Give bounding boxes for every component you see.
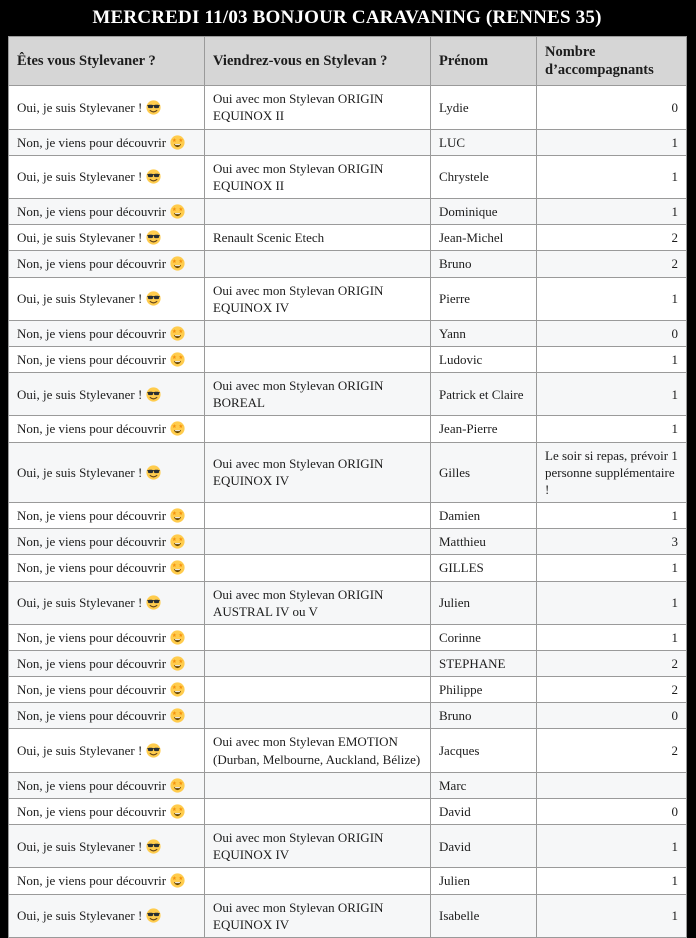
stylevan-cell: Oui avec mon Stylevan ORIGIN AUSTRAL IV ou V <box>205 581 431 624</box>
stylevaner-answer: Non, je viens pour découvrir <box>17 204 167 220</box>
table-row <box>9 772 687 798</box>
svg-text:★: ★ <box>178 563 184 570</box>
sunglasses-face-icon <box>146 465 161 480</box>
stylevaner-answer: Oui, je suis Stylevaner ! <box>17 908 143 924</box>
stylevaner-cell <box>9 320 205 346</box>
stylevaner-cell <box>9 416 205 442</box>
stylevaner-answer: Non, je viens pour découvrir <box>17 629 167 645</box>
accompagnants-cell: 1 <box>537 503 687 529</box>
star-struck-face-icon <box>170 256 185 271</box>
svg-text:★: ★ <box>178 354 184 361</box>
svg-text:★: ★ <box>171 328 177 335</box>
prenom-cell: Pierre <box>431 277 537 320</box>
accompagnants-cell: 0 <box>537 798 687 824</box>
stylevaner-answer: Non, je viens pour découvrir <box>17 777 167 793</box>
stylevaner-answer: Non, je viens pour découvrir <box>17 803 167 819</box>
prenom-cell: Isabelle <box>431 894 537 937</box>
accompagnants-cell: 1 <box>537 868 687 894</box>
prenom-cell: LUC <box>431 129 537 155</box>
accompagnants-cell: 1 <box>537 416 687 442</box>
table-body <box>9 86 687 938</box>
stylevaner-answer: Non, je viens pour découvrir <box>17 873 167 889</box>
stylevan-cell <box>205 251 431 277</box>
accompagnants-cell: 0 <box>537 86 687 129</box>
svg-text:★: ★ <box>178 711 184 718</box>
accompagnants-cell: 1 <box>537 624 687 650</box>
col-header-stylevaner: Êtes vous Stylevaner ? <box>9 37 205 86</box>
stylevaner-cell <box>9 346 205 372</box>
accompagnants-cell: 0 <box>537 320 687 346</box>
stylevan-cell <box>205 199 431 225</box>
stylevaner-answer: Non, je viens pour découvrir <box>17 325 167 341</box>
table-row <box>9 199 687 225</box>
prenom-cell: Yann <box>431 320 537 346</box>
stylevaner-cell <box>9 251 205 277</box>
accompagnants-cell: 0 <box>537 703 687 729</box>
svg-text:★: ★ <box>171 806 177 813</box>
prenom-cell: Jacques <box>431 729 537 772</box>
star-struck-face-icon <box>170 421 185 436</box>
svg-text:★: ★ <box>171 137 177 144</box>
svg-text:★: ★ <box>171 259 177 266</box>
stylevaner-cell <box>9 225 205 251</box>
svg-text:★: ★ <box>178 206 184 213</box>
stylevaner-cell <box>9 529 205 555</box>
table-row <box>9 373 687 416</box>
star-struck-face-icon <box>170 560 185 575</box>
star-struck-face-icon <box>170 682 185 697</box>
stylevaner-answer: Non, je viens pour découvrir <box>17 682 167 698</box>
table-row <box>9 894 687 937</box>
sunglasses-face-icon <box>146 908 161 923</box>
svg-text:★: ★ <box>171 563 177 570</box>
stylevaner-cell <box>9 894 205 937</box>
table-row <box>9 129 687 155</box>
table-row <box>9 729 687 772</box>
stylevan-cell <box>205 703 431 729</box>
star-struck-face-icon <box>170 778 185 793</box>
stylevaner-cell <box>9 155 205 198</box>
stylevan-cell <box>205 798 431 824</box>
svg-text:★: ★ <box>178 632 184 639</box>
prenom-cell: Ludovic <box>431 346 537 372</box>
stylevaner-cell <box>9 624 205 650</box>
stylevaner-answer: Non, je viens pour découvrir <box>17 134 167 150</box>
stylevaner-answer: Oui, je suis Stylevaner ! <box>17 464 143 480</box>
table-row <box>9 155 687 198</box>
prenom-cell: David <box>431 825 537 868</box>
accompagnants-cell: 1 <box>537 373 687 416</box>
svg-text:★: ★ <box>178 876 184 883</box>
attendance-table <box>8 36 687 938</box>
stylevaner-answer: Non, je viens pour découvrir <box>17 256 167 272</box>
svg-text:★: ★ <box>171 354 177 361</box>
table-row <box>9 251 687 277</box>
prenom-cell: Bruno <box>431 251 537 277</box>
stylevaner-answer: Non, je viens pour découvrir <box>17 351 167 367</box>
svg-text:★: ★ <box>178 537 184 544</box>
prenom-cell: Marc <box>431 772 537 798</box>
stylevaner-answer: Non, je viens pour découvrir <box>17 656 167 671</box>
star-struck-face-icon <box>170 708 185 723</box>
stylevaner-answer: Non, je viens pour découvrir <box>17 421 167 437</box>
stylevaner-cell <box>9 772 205 798</box>
prenom-cell: Patrick et Claire <box>431 373 537 416</box>
svg-text:★: ★ <box>178 259 184 266</box>
stylevaner-cell <box>9 825 205 868</box>
table-row <box>9 346 687 372</box>
stylevan-cell <box>205 529 431 555</box>
header-row <box>9 37 687 86</box>
prenom-cell: GILLES <box>431 555 537 581</box>
stylevan-cell <box>205 624 431 650</box>
star-struck-face-icon <box>170 204 185 219</box>
stylevan-cell <box>205 772 431 798</box>
stylevaner-cell <box>9 703 205 729</box>
sunglasses-face-icon <box>146 595 161 610</box>
accompagnants-cell: 1 <box>537 581 687 624</box>
stylevan-cell: Oui avec mon Stylevan ORIGIN EQUINOX II <box>205 155 431 198</box>
stylevaner-cell <box>9 677 205 703</box>
prenom-cell: Damien <box>431 503 537 529</box>
svg-text:★: ★ <box>171 510 177 517</box>
page-title: MERCREDI 11/03 BONJOUR CARAVANING (RENNES 35) <box>8 2 686 36</box>
accompagnants-cell: 1 <box>537 555 687 581</box>
sunglasses-face-icon <box>146 387 161 402</box>
accompagnants-cell: 1 <box>537 825 687 868</box>
table-row <box>9 555 687 581</box>
stylevaner-answer: Oui, je suis Stylevaner ! <box>17 291 143 307</box>
stylevan-cell <box>205 129 431 155</box>
stylevan-cell <box>205 677 431 703</box>
accompagnants-cell: 3 <box>537 529 687 555</box>
table-sheet <box>8 36 686 938</box>
table-row <box>9 703 687 729</box>
col-header-stylevan: Viendrez-vous en Stylevan ? <box>205 37 431 86</box>
accompagnants-cell: 2 <box>537 677 687 703</box>
prenom-cell: Chrystele <box>431 155 537 198</box>
accompagnants-cell: 1 <box>537 199 687 225</box>
svg-text:★: ★ <box>171 537 177 544</box>
sunglasses-face-icon <box>146 230 161 245</box>
stylevan-cell: Oui avec mon Stylevan ORIGIN EQUINOX II <box>205 86 431 129</box>
accompagnants-cell: 2 <box>537 651 687 677</box>
stylevaner-answer: Oui, je suis Stylevaner ! <box>17 595 143 611</box>
sunglasses-face-icon <box>146 100 161 115</box>
stylevaner-cell <box>9 129 205 155</box>
stylevaner-cell <box>9 442 205 502</box>
star-struck-face-icon <box>170 326 185 341</box>
stylevan-cell <box>205 320 431 346</box>
star-struck-face-icon <box>170 630 185 645</box>
stylevaner-cell <box>9 729 205 772</box>
accompagnants-cell: 2 <box>537 225 687 251</box>
table-row <box>9 225 687 251</box>
table-row <box>9 529 687 555</box>
table-row <box>9 677 687 703</box>
prenom-cell: Dominique <box>431 199 537 225</box>
stylevan-cell <box>205 555 431 581</box>
star-struck-face-icon <box>170 135 185 150</box>
sunglasses-face-icon <box>146 839 161 854</box>
svg-text:★: ★ <box>171 685 177 692</box>
prenom-cell: Jean-Michel <box>431 225 537 251</box>
table-row <box>9 86 687 129</box>
stylevaner-answer: Oui, je suis Stylevaner ! <box>17 838 143 854</box>
prenom-cell: Corinne <box>431 624 537 650</box>
stylevaner-answer: Oui, je suis Stylevaner ! <box>17 743 143 759</box>
accompagnants-cell <box>537 772 687 798</box>
table-row <box>9 442 687 502</box>
stylevaner-answer: Oui, je suis Stylevaner ! <box>17 386 143 402</box>
svg-text:★: ★ <box>171 632 177 639</box>
col-header-accompagnants: Nombre d’accompagnants <box>537 37 687 86</box>
stylevaner-cell <box>9 503 205 529</box>
stylevan-cell: Oui avec mon Stylevan ORIGIN EQUINOX IV <box>205 277 431 320</box>
accompagnants-cell: 1 <box>537 894 687 937</box>
svg-text:★: ★ <box>178 510 184 517</box>
stylevan-cell: Oui avec mon Stylevan ORIGIN EQUINOX IV <box>205 825 431 868</box>
table-row <box>9 320 687 346</box>
stylevan-cell <box>205 651 431 677</box>
stylevaner-answer: Non, je viens pour découvrir <box>17 508 167 524</box>
stylevaner-answer: Oui, je suis Stylevaner ! <box>17 99 143 115</box>
stylevaner-answer: Non, je viens pour découvrir <box>17 560 167 576</box>
table-row <box>9 503 687 529</box>
star-struck-face-icon <box>170 873 185 888</box>
stylevan-cell <box>205 416 431 442</box>
stylevaner-cell <box>9 798 205 824</box>
prenom-cell: David <box>431 798 537 824</box>
svg-text:★: ★ <box>171 658 177 665</box>
prenom-cell: Julien <box>431 868 537 894</box>
table-row <box>9 277 687 320</box>
table-row <box>9 651 687 677</box>
accompagnants-cell: 2 <box>537 251 687 277</box>
prenom-cell: Lydie <box>431 86 537 129</box>
stylevan-cell <box>205 868 431 894</box>
stylevaner-cell <box>9 86 205 129</box>
stylevan-cell: Oui avec mon Stylevan ORIGIN EQUINOX IV <box>205 442 431 502</box>
svg-text:★: ★ <box>178 780 184 787</box>
table-row <box>9 624 687 650</box>
stylevaner-cell <box>9 651 205 677</box>
svg-text:★: ★ <box>178 806 184 813</box>
accompagnants-cell: 1 <box>537 129 687 155</box>
table-row <box>9 868 687 894</box>
stylevan-cell: Oui avec mon Stylevan ORIGIN BOREAL <box>205 373 431 416</box>
star-struck-face-icon <box>170 804 185 819</box>
stylevan-cell: Oui avec mon Stylevan ORIGIN EQUINOX IV <box>205 894 431 937</box>
svg-text:★: ★ <box>171 876 177 883</box>
prenom-cell: Bruno <box>431 703 537 729</box>
stylevaner-cell <box>9 199 205 225</box>
svg-text:★: ★ <box>171 424 177 431</box>
prenom-cell: Gilles <box>431 442 537 502</box>
accompagnants-cell: 1 <box>537 277 687 320</box>
sunglasses-face-icon <box>146 743 161 758</box>
stylevaner-answer: Non, je viens pour découvrir <box>17 534 167 550</box>
sunglasses-face-icon <box>146 169 161 184</box>
table-row <box>9 581 687 624</box>
svg-text:★: ★ <box>171 780 177 787</box>
col-header-prenom: Prénom <box>431 37 537 86</box>
star-struck-face-icon <box>170 656 185 671</box>
stylevaner-cell <box>9 868 205 894</box>
stylevaner-answer: Non, je viens pour découvrir <box>17 708 167 724</box>
stylevaner-answer: Oui, je suis Stylevaner ! <box>17 169 143 185</box>
accompagnants-cell: Le soir si repas, prévoir 1 personne supplémentaire ! <box>537 442 687 502</box>
stylevaner-cell <box>9 555 205 581</box>
prenom-cell: Matthieu <box>431 529 537 555</box>
stylevaner-cell <box>9 277 205 320</box>
prenom-cell: Julien <box>431 581 537 624</box>
prenom-cell: STEPHANE <box>431 651 537 677</box>
accompagnants-cell: 2 <box>537 729 687 772</box>
svg-text:★: ★ <box>178 137 184 144</box>
star-struck-face-icon <box>170 508 185 523</box>
star-struck-face-icon <box>170 534 185 549</box>
svg-text:★: ★ <box>178 424 184 431</box>
prenom-cell: Jean-Pierre <box>431 416 537 442</box>
accompagnants-cell: 1 <box>537 155 687 198</box>
stylevan-cell: Renault Scenic Etech <box>205 225 431 251</box>
stylevaner-answer: Oui, je suis Stylevaner ! <box>17 230 143 246</box>
table-row <box>9 416 687 442</box>
table-row <box>9 825 687 868</box>
svg-text:★: ★ <box>178 658 184 665</box>
svg-text:★: ★ <box>171 206 177 213</box>
stylevan-cell: Oui avec mon Stylevan EMOTION (Durban, Melbourne, Auckland, Bélize) <box>205 729 431 772</box>
svg-text:★: ★ <box>178 328 184 335</box>
stylevaner-cell <box>9 373 205 416</box>
sunglasses-face-icon <box>146 291 161 306</box>
svg-text:★: ★ <box>171 711 177 718</box>
stylevaner-cell <box>9 581 205 624</box>
table-row <box>9 798 687 824</box>
prenom-cell: Philippe <box>431 677 537 703</box>
stylevan-cell <box>205 503 431 529</box>
accompagnants-cell: 1 <box>537 346 687 372</box>
svg-text:★: ★ <box>178 685 184 692</box>
stylevan-cell <box>205 346 431 372</box>
star-struck-face-icon <box>170 352 185 367</box>
